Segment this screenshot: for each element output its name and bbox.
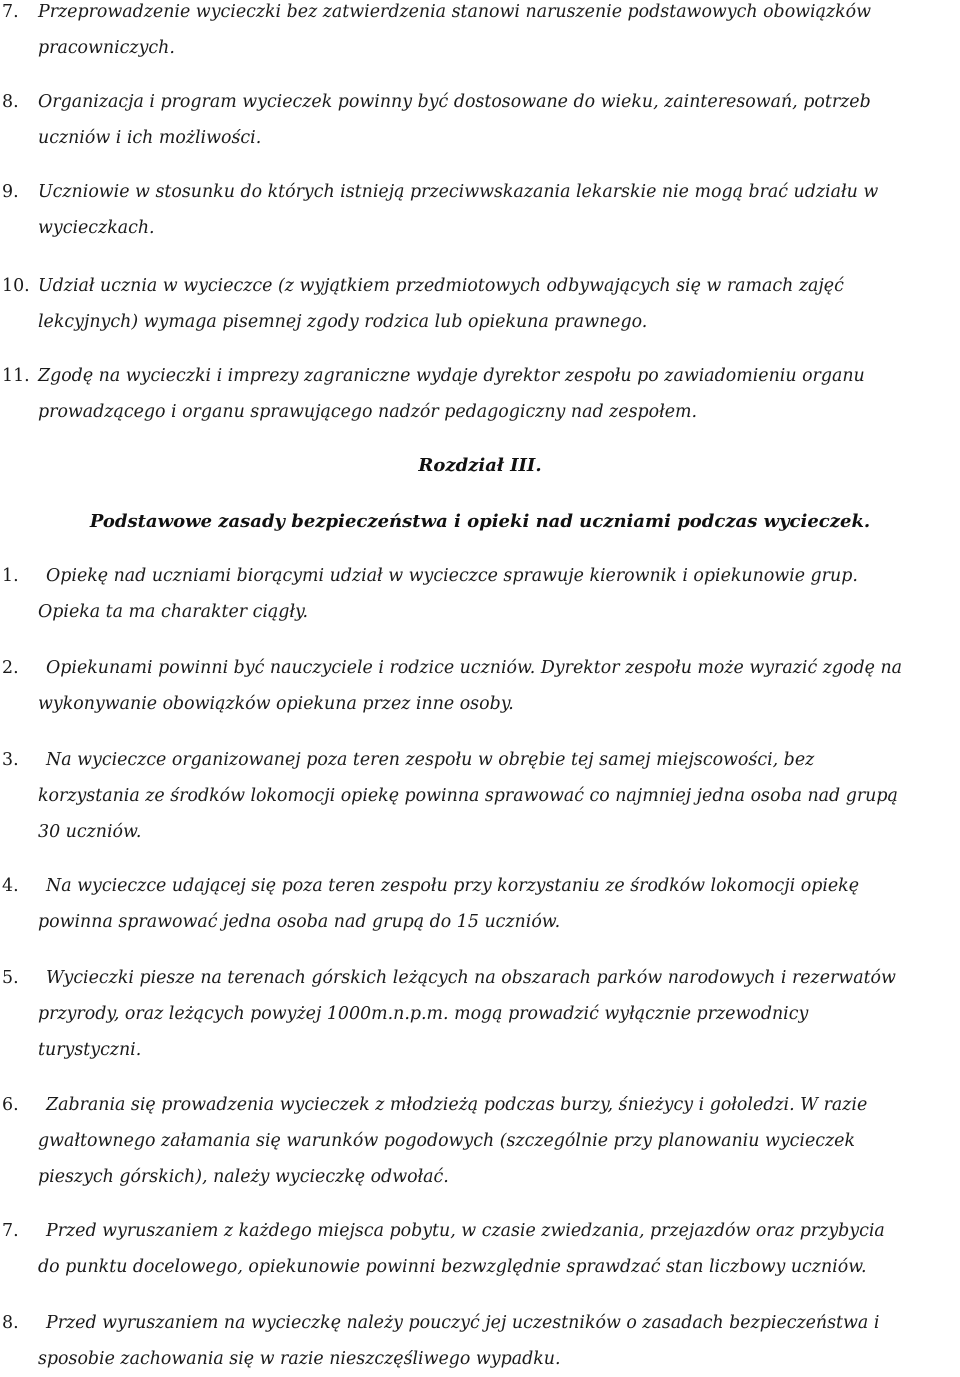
item-text-line: powinna sprawować jedna osoba nad grupą do 15 uczniów.	[38, 912, 561, 932]
item-text-line: przyrody, oraz leżących powyżej 1000m.n.p.m. mogą prowadzić wyłącznie przewodnicy	[38, 1004, 809, 1024]
item-text-line: Udział ucznia w wycieczce (z wyjątkiem przedmiotowych odbywających się w ramach zajęć	[38, 276, 844, 296]
item-text-line: pieszych górskich), należy wycieczkę odwołać.	[38, 1167, 449, 1187]
item-text-line: Na wycieczce organizowanej poza teren zespołu w obrębie tej samej miejscowości, bez	[46, 750, 815, 770]
item-number: 2.	[2, 658, 19, 678]
item-text-line: Opiekunami powinni być nauczyciele i rodzice uczniów. Dyrektor zespołu może wyrazić zgodę na	[46, 658, 903, 678]
item-text-line: prowadzącego i organu sprawującego nadzór pedagogiczny nad zespołem.	[38, 402, 698, 422]
list-item-3	[0, 742, 960, 850]
item-text-line: lekcyjnych) wymaga pisemnej zgody rodzica lub opiekuna prawnego.	[38, 312, 648, 332]
item-number: 1.	[2, 566, 19, 586]
chapter-subtitle: Podstawowe zasady bezpieczeństwa i opieki nad uczniami podczas wycieczek.	[89, 511, 871, 532]
item-number: 10.	[2, 276, 30, 296]
item-text-line: wykonywanie obowiązków opiekuna przez inne osoby.	[38, 694, 514, 714]
list-item-8a	[0, 84, 960, 156]
item-text-line: Na wycieczce udającej się poza teren zespołu przy korzystaniu ze środków lokomocji opiekę	[46, 876, 860, 896]
item-text-line: Uczniowie w stosunku do których istnieją przeciwwskazania lekarskie nie mogą brać udziału w	[38, 182, 879, 202]
list-item-7	[0, 1213, 960, 1285]
chapter-title: Rozdział III.	[418, 455, 542, 476]
item-text-line: uczniów i ich możliwości.	[38, 128, 262, 148]
list-item-8	[0, 1305, 960, 1377]
item-number: 7.	[2, 1221, 19, 1241]
item-text-line: Zgodę na wycieczki i imprezy zagraniczne wydaje dyrektor zespołu po zawiadomieniu organu	[38, 366, 865, 386]
item-number: 11.	[2, 366, 30, 386]
item-number: 5.	[2, 968, 19, 988]
item-text-line: Przed wyruszaniem na wycieczkę należy pouczyć jej uczestników o zasadach bezpieczeństwa i	[46, 1313, 880, 1333]
list-item-5	[0, 960, 960, 1068]
item-text-line: sposobie zachowania się w razie nieszczęśliwego wypadku.	[38, 1349, 561, 1369]
item-number: 8.	[2, 1313, 19, 1333]
item-text-line: wycieczkach.	[38, 218, 155, 238]
item-number: 4.	[2, 876, 19, 896]
item-number: 6.	[2, 1095, 19, 1115]
list-item-9a	[0, 174, 960, 246]
list-item-10a	[0, 268, 960, 340]
item-text-line: pracowniczych.	[38, 38, 175, 58]
item-text-line: Organizacja i program wycieczek powinny być dostosowane do wieku, zainteresowań, potrzeb	[38, 92, 871, 112]
item-text-line: Opieka ta ma charakter ciągły.	[38, 602, 309, 622]
item-number: 9.	[2, 182, 19, 202]
item-text-line: do punktu docelowego, opiekunowie powinni bezwzględnie sprawdzać stan liczbowy uczniów.	[38, 1257, 867, 1277]
item-text-line: Przeprowadzenie wycieczki bez zatwierdzenia stanowi naruszenie podstawowych obowiązków	[38, 2, 872, 22]
item-number: 7.	[2, 2, 19, 22]
list-item-11a	[0, 358, 960, 430]
list-item-6	[0, 1087, 960, 1195]
item-text-line: gwałtownego załamania się warunków pogodowych (szczególnie przy planowaniu wycieczek	[38, 1131, 856, 1151]
list-item-2	[0, 650, 960, 722]
item-text-line: Opiekę nad uczniami biorącymi udział w wycieczce sprawuje kierownik i opiekunowie grup.	[46, 566, 858, 586]
list-item-1	[0, 558, 960, 630]
list-item-4	[0, 868, 960, 940]
item-text-line: Przed wyruszaniem z każdego miejsca pobytu, w czasie zwiedzania, przejazdów oraz przybycia	[46, 1221, 885, 1241]
item-text-line: Zabrania się prowadzenia wycieczek z młodzieżą podczas burzy, śnieżycy i gołoledzi. W razie	[46, 1095, 868, 1115]
list-item-7a	[0, 0, 960, 66]
item-text-line: korzystania ze środków lokomocji opiekę powinna sprawować co najmniej jedna osoba nad grupą	[38, 786, 898, 806]
item-number: 8.	[2, 92, 19, 112]
item-number: 3.	[2, 750, 19, 770]
item-text-line: turystyczni.	[38, 1040, 142, 1060]
item-text-line: 30 uczniów.	[38, 822, 142, 842]
item-text-line: Wycieczki piesze na terenach górskich leżących na obszarach parków narodowych i rezerwatów	[46, 968, 896, 988]
